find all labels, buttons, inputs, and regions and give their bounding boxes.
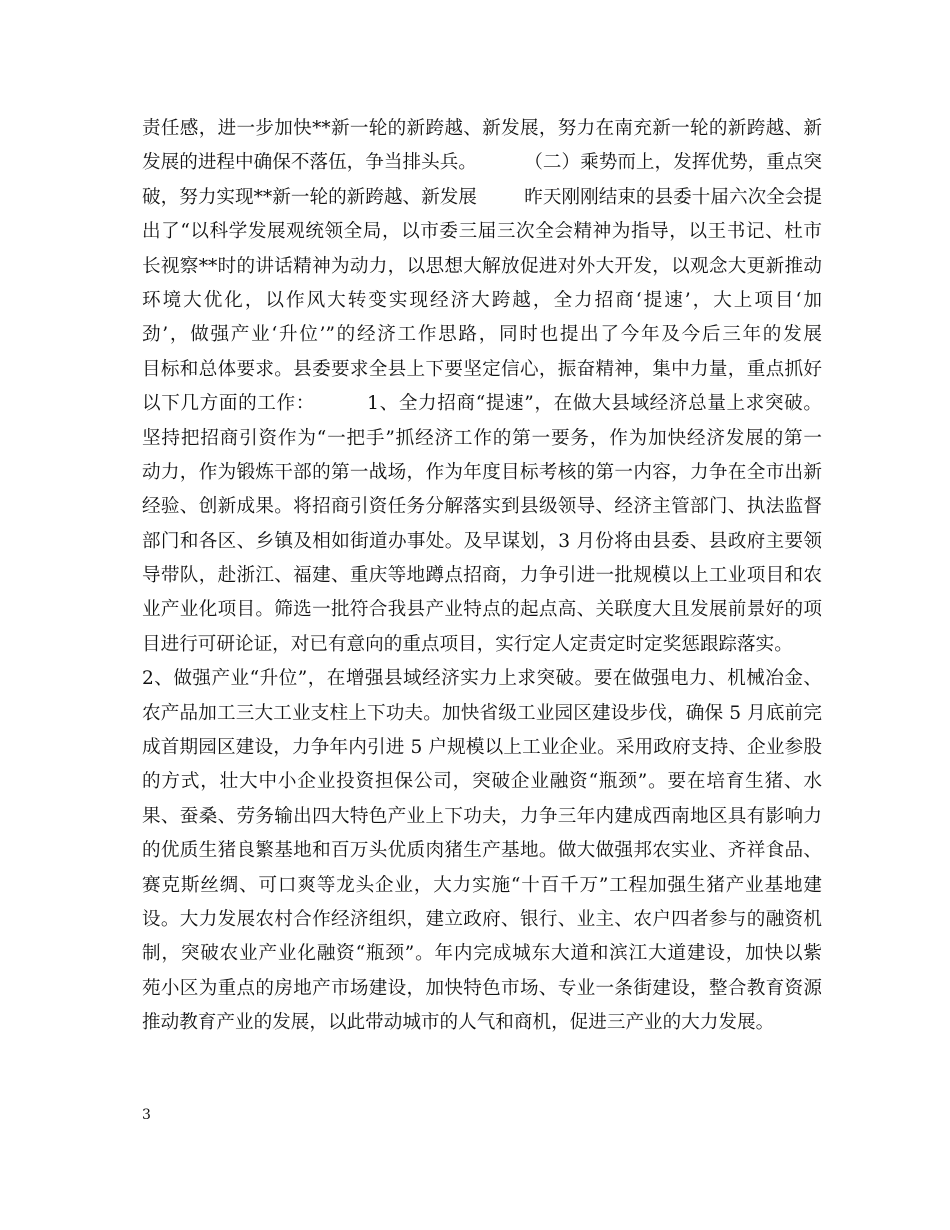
text-line: 果、蚕桑、劳务输出四大特色产业上下功夫，力争三年内建成西南地区具有影响力 [142,805,822,827]
text-line: 赛克斯丝绸、可口爽等龙头企业，大力实施“十百千万”工程加强生猪产业基地建 [142,874,822,896]
text-line: 苑小区为重点的房地产市场建设，加快特色市场、专业一条街建设，整合教育资源 [142,977,822,999]
text-line: 设。大力发展农村合作经济组织，建立政府、银行、业主、农户四者参与的融资机 [142,908,822,930]
text-line: 以下几方面的工作： 1、全力招商“提速”，在做大县域经济总量上求突破。 [142,393,822,415]
text-line: 的优质生猪良繁基地和百万头优质肉猪生产基地。做大做强邦农实业、齐祥食品、 [142,840,822,862]
text-line: 2、做强产业“升位”，在增强县域经济实力上求突破。要在做强电力、机械冶金、 [142,668,822,690]
text-line: 破，努力实现**新一轮的新跨越、新发展 昨天刚刚结束的县委十届六次全会提 [142,186,822,208]
text-line: 业产业化项目。筛选一批符合我县产业特点的起点高、关联度大且发展前景好的项 [142,599,822,621]
body-text [142,112,822,1041]
text-line: 制，突破农业产业化融资“瓶颈”。年内完成城东大道和滨江大道建设，加快以紫 [142,943,822,965]
text-line: 责任感，进一步加快**新一轮的新跨越、新发展，努力在南充新一轮的新跨越、新 [142,118,822,139]
text-line: 推动教育产业的发展，以此带动城市的人气和商机，促进三产业的大力发展。 [142,1012,775,1034]
text-line: 发展的进程中确保不落伍，争当排头兵。 （二）乘势而上，发挥优势，重点突 [142,152,822,174]
text-line: 农产品加工三大工业支柱上下功夫。加快省级工业园区建设步伐，确保 5 月底前完 [142,702,822,724]
text-line: 出了“以科学发展观统领全局，以市委三届三次全会精神为指导，以王书记、杜市 [142,221,822,243]
text-line: 长视察**时的讲话精神为动力，以思想大解放促进对外大开发，以观念大更新推动 [142,255,822,277]
text-line: 成首期园区建设，力争年内引进 5 户规模以上工业企业。采用政府支持、企业参股 [142,737,822,759]
text-line: 目标和总体要求。县委要求全县上下要坚定信心，振奋精神，集中力量，重点抓好 [142,358,822,380]
text-line: 的方式，壮大中小企业投资担保公司，突破企业融资“瓶颈”。要在培育生猪、水 [142,771,822,793]
text-line: 劲’，做强产业‘升位’”的经济工作思路，同时也提出了今年及今后三年的发展 [142,324,822,346]
text-line: 环境大优化，以作风大转变实现经济大跨越，全力招商‘提速’，大上项目‘加 [142,289,822,311]
text-line: 目进行可研论证，对已有意向的重点项目，实行定人定责定时定奖惩跟踪落实。 [142,633,793,655]
page-number: 3 [142,1107,151,1123]
text-line: 部门和各区、乡镇及相如街道办事处。及早谋划，3 月份将由县委、县政府主要领 [142,530,822,552]
text-line: 导带队，赴浙江、福建、重庆等地蹲点招商，力争引进一批规模以上工业项目和农 [142,565,822,587]
text-line: 经验、创新成果。将招商引资任务分解落实到县级领导、经济主管部门、执法监督 [142,496,822,518]
text-line: 坚持把招商引资作为“一把手”抓经济工作的第一要务，作为加快经济发展的第一 [142,427,822,449]
text-line: 动力，作为锻炼干部的第一战场，作为年度目标考核的第一内容，力争在全市出新 [142,461,822,483]
